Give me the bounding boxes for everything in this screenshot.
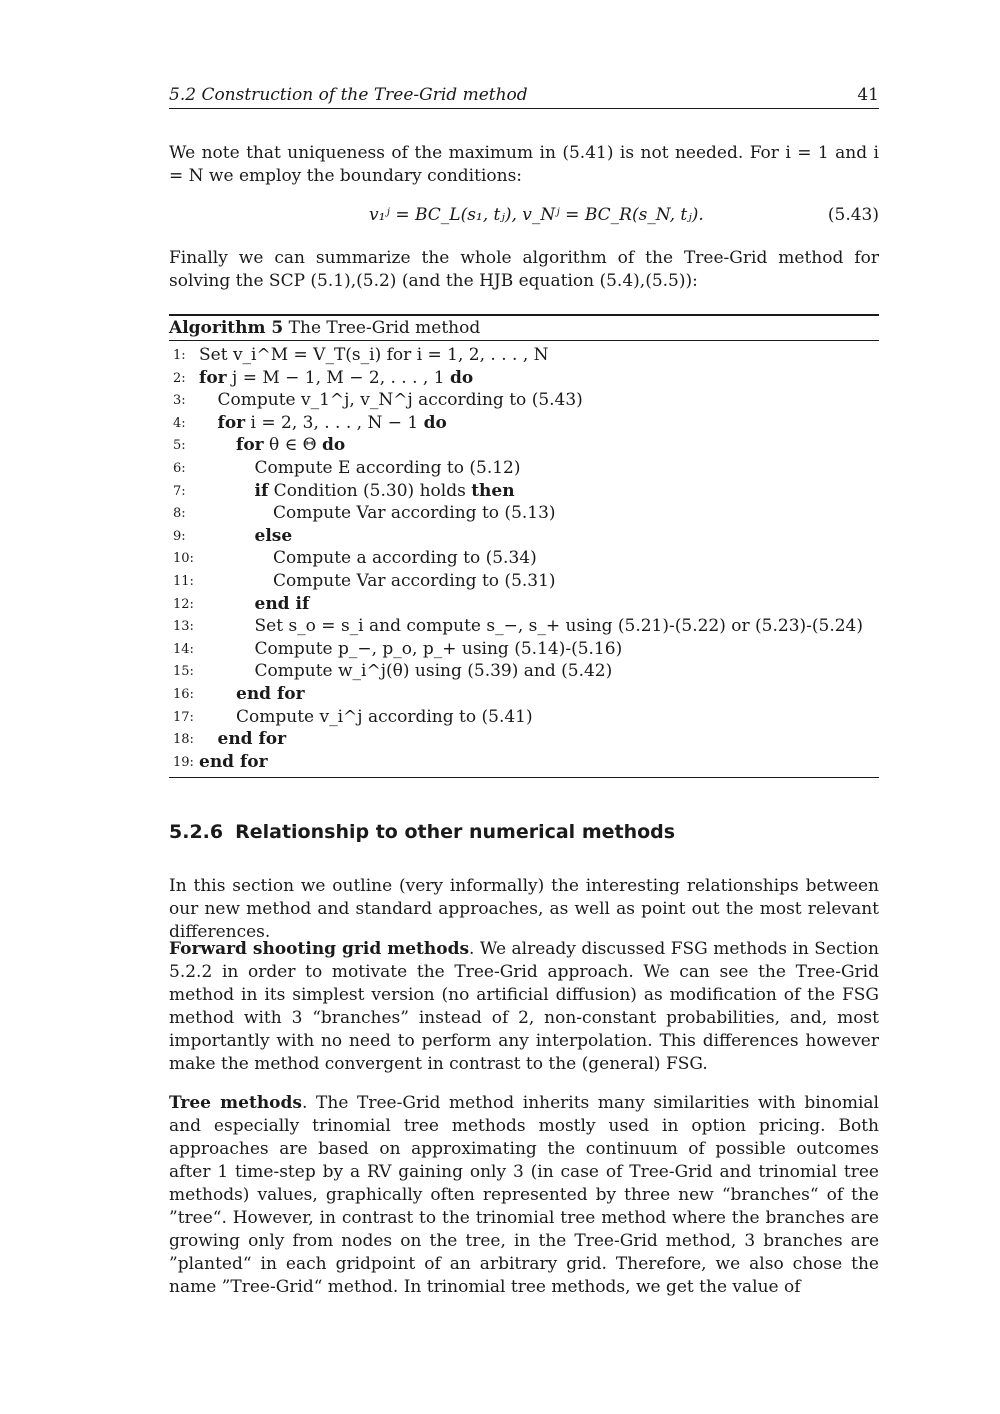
line-code: Compute Var according to (5.13): [273, 503, 556, 524]
algorithm-line: [169, 728, 879, 751]
algorithm-line: [169, 525, 879, 548]
tree-text: . The Tree-Grid method inherits many similarities with binomial and especially trinomial tree methods mostly used in option pricing. Both approaches are based on approximating the continuum of possible outcomes after 1 time-step by a RV gaining only 3 (in case of Tree-Grid and trinomial tree methods) values, graphically often represented by three new “branches“ of the ”tree“. However, in contrast to the trinomial tree method where the branches are growing only from nodes on the tree, in the Tree-Grid method, 3 branches are ”planted“ in each gridpoint of an arbitrary grid. Therefore, we also chose the name ”Tree-Grid“ method. In trinomial tree methods, we get the value of: [169, 1093, 879, 1297]
line-number: 7:: [173, 483, 186, 499]
line-code: Compute Var according to (5.31): [273, 570, 556, 591]
algorithm-line: [169, 706, 879, 729]
algorithm-line: [169, 660, 879, 683]
line-code: for i = 2, 3, . . . , N − 1 do: [217, 412, 447, 433]
line-code: Set s_o = s_i and compute s_−, s_+ using (5.21)-(5.22) or (5.23)-(5.24): [254, 616, 864, 637]
line-number: 16:: [173, 686, 194, 702]
algorithm-line: [169, 412, 879, 435]
running-title: 5.2 Construction of the Tree-Grid method: [169, 85, 528, 105]
line-number: 1:: [173, 348, 186, 363]
algorithm-line: [169, 480, 879, 503]
algorithm-line: [169, 367, 879, 390]
line-number: 12:: [173, 596, 194, 612]
line-number: 8:: [173, 506, 186, 522]
line-code: else: [254, 525, 293, 546]
line-code: Compute E according to (5.12): [254, 457, 521, 478]
line-code: for j = M − 1, M − 2, . . . , 1 do: [199, 367, 474, 388]
line-number: 10:: [173, 551, 194, 567]
line-code: end for: [217, 729, 287, 750]
algorithm-box: [169, 314, 879, 778]
line-code: end for: [199, 751, 268, 772]
algorithm-label: Algorithm 5: [169, 318, 284, 338]
line-number: 13:: [173, 619, 194, 635]
algorithm-line: [169, 547, 879, 570]
tree-paragraph: [169, 1092, 879, 1299]
fsg-text: . We already discussed FSG methods in Section 5.2.2 in order to motivate the Tree-Grid approach. We can see the Tree-Grid method in its simplest version (no artificial diffusion) as modification of the FSG method with 3 “branches” instead of 2, non-constant probabilities, and, most importantly with no need to perform any interpolation. This differences however make the method convergent in contrast to the (general) FSG.: [169, 939, 879, 1074]
line-code: Compute a according to (5.34): [273, 548, 537, 569]
line-code: end for: [236, 683, 305, 704]
line-number: 2:: [173, 370, 186, 386]
equation-body: v₁ʲ = BC_L(s₁, tⱼ), v_Nʲ = BC_R(s_N, tⱼ).: [369, 205, 704, 225]
section-number: 5.2.6: [169, 821, 224, 843]
tree-lead: Tree methods: [169, 1093, 302, 1113]
section-heading: [169, 821, 675, 844]
algorithm-line: [169, 683, 879, 706]
line-code: Set v_i^M = V_T(s_i) for i = 1, 2, . . . , N: [199, 345, 549, 365]
algorithm-line: [169, 457, 879, 480]
line-number: 18:: [173, 732, 194, 748]
running-header: [169, 84, 879, 109]
line-number: 14:: [173, 641, 194, 657]
line-code: Compute v_i^j according to (5.41): [236, 706, 533, 727]
line-number: 4:: [173, 415, 186, 431]
line-number: 9:: [173, 528, 186, 544]
line-code: Compute v_1^j, v_N^j according to (5.43): [217, 390, 583, 411]
algorithm-line: [169, 593, 879, 616]
line-number: 3:: [173, 393, 186, 409]
equation-5-43: [169, 204, 879, 230]
intro-paragraph: We note that uniqueness of the maximum in (5.41) is not needed. For i = 1 and i = N we employ the boundary conditions:: [169, 143, 879, 186]
page-number: 41: [857, 85, 879, 105]
line-number: 15:: [173, 664, 194, 680]
algorithm-line: [169, 434, 879, 457]
fsg-paragraph: [169, 938, 879, 1076]
line-code: if Condition (5.30) holds then: [254, 480, 515, 501]
summary-paragraph: Finally we can summarize the whole algorithm of the Tree-Grid method for solving the SCP (5.1),(5.2) (and the HJB equation (5.4),(5.5)):: [169, 248, 879, 291]
algorithm-line: [169, 751, 879, 774]
algorithm-line: [169, 615, 879, 638]
algorithm-lines: [169, 341, 879, 777]
line-code: for θ ∈ Θ do: [236, 435, 346, 456]
line-code: Compute p_−, p_o, p_+ using (5.14)-(5.16): [254, 638, 623, 659]
algorithm-caption: [169, 316, 879, 341]
line-number: 11:: [173, 573, 194, 589]
algorithm-line: [169, 344, 879, 367]
line-code: Compute w_i^j(θ) using (5.39) and (5.42): [254, 661, 613, 682]
line-number: 6:: [173, 460, 186, 476]
line-number: 17:: [173, 709, 194, 725]
equation-number: (5.43): [827, 205, 879, 225]
algorithm-line: [169, 638, 879, 661]
algorithm-title: The Tree-Grid method: [288, 318, 481, 338]
algorithm-line: [169, 502, 879, 525]
section-title: Relationship to other numerical methods: [235, 821, 676, 843]
line-number: 19:: [173, 754, 194, 770]
line-number: 5:: [173, 438, 186, 454]
line-code: end if: [254, 593, 310, 614]
algorithm-line: [169, 570, 879, 593]
fsg-lead: Forward shooting grid methods: [169, 939, 470, 959]
algorithm-line: [169, 389, 879, 412]
section-intro-paragraph: In this section we outline (very informally) the interesting relationships between our new method and standard approaches, as well as point out the most relevant differences.: [169, 876, 879, 942]
